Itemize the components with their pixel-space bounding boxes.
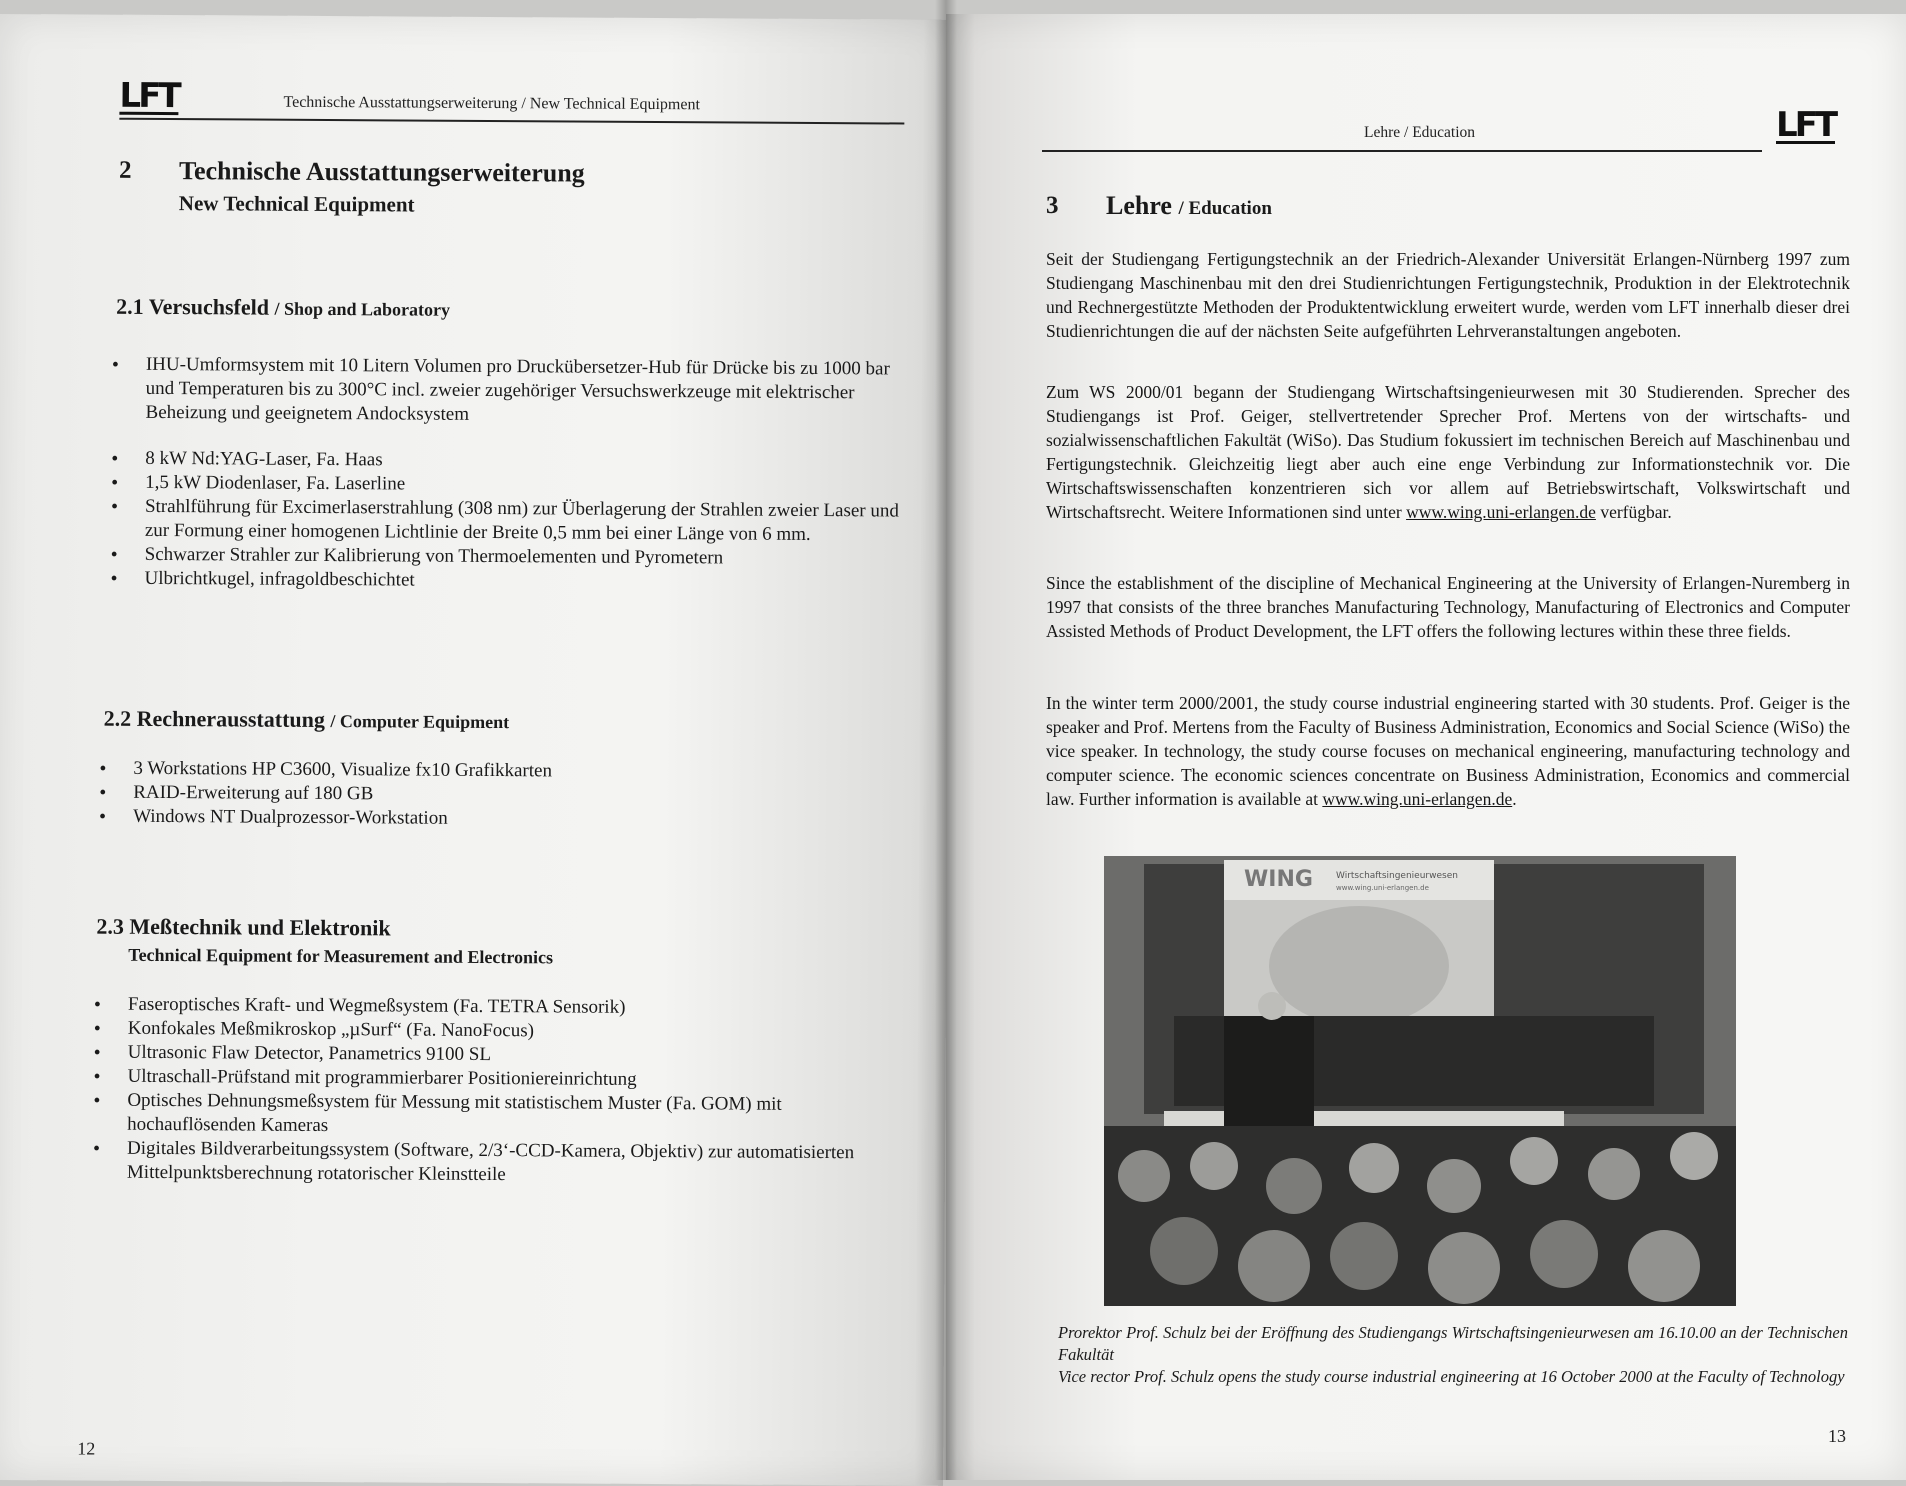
- list-item: • 1,5 kW Diodenlaser, Fa. Laserline: [109, 471, 899, 500]
- caption-en: Vice rector Prof. Schulz opens the study course industrial engineering at 16 October 2000 at the Faculty of Technology: [1058, 1367, 1845, 1386]
- header-rule: [1042, 150, 1762, 152]
- book-gutter: [935, 0, 957, 1480]
- section-title-en: / Education: [1178, 198, 1272, 219]
- section-title: [1106, 190, 1272, 225]
- paragraph-en-1: Since the establishment of the discipline of Mechanical Engineering at the University of Erlangen-Nuremberg in 1997 that consists of the three branches Manufacturing Technology, Manufacturing of Electronics and Computer Assisted Methods of Product Development, the LFT offers the following lectures within these three fields.: [1046, 573, 1850, 641]
- lecture-photo: [1104, 856, 1736, 1306]
- lecture-scene-image: [1104, 856, 1736, 1306]
- section-title: [179, 155, 585, 221]
- section-title-en: New Technical Equipment: [178, 191, 415, 217]
- paragraph-text-end: .: [1512, 789, 1517, 809]
- lft-logo: LFT: [1776, 105, 1836, 145]
- left-page: [0, 14, 952, 1486]
- subsection-title-de: 2.2 Rechnerausstattung: [103, 705, 326, 732]
- section-title-de: Lehre: [1106, 191, 1172, 220]
- screen-url: www.wing.uni-erlangen.de: [1336, 884, 1429, 892]
- list-item: • Windows NT Dualprozessor-Workstation: [97, 805, 887, 834]
- section-number: 3: [1046, 192, 1059, 219]
- subsection-heading: [116, 293, 450, 324]
- list-item: • Konfokales Meßmikroskop „µSurf“ (Fa. NanoFocus): [92, 1017, 882, 1046]
- paragraph-text: In the winter term 2000/2001, the study course industrial engineering started with 30 students. Prof. Geiger is the speaker and Prof. Mertens from the Faculty of Business Administration, Economics and Social Science (WiSo) the vice speaker. In technology, the study course focuses on mechanical engineering, manufacturing technology and computer science. The economic sciences concentrate on Business Administration, Economics and commercial law. Further information is available at: [1046, 693, 1850, 809]
- list-item: • Optisches Dehnungsmeßsystem für Messung mit statistischem Muster (Fa. GOM) mit hochauflösenden Kameras: [91, 1089, 881, 1142]
- subsection-title-en: / Computer Equipment: [330, 711, 510, 733]
- subsection-title-de: 2.3 Meßtechnik und Elektronik: [96, 913, 391, 941]
- equipment-list-lab: [108, 353, 899, 596]
- paragraph-de-1: Seit der Studiengang Fertigungstechnik an der Friedrich-Alexander Universität Erlangen-Nürnberg 1997 zum Studiengang Maschinenbau mit den drei Studienrichtungen Fertigungstechnik, Produktion in der Elektrotechnik und Rechnergestützte Methoden der Produktentwicklung erweitert wurde, werden vom LFT innerhalb dieser drei Studienrichtungen die auf der nächsten Seite aufgeführten Lehrveranstaltungen angeboten.: [1046, 249, 1850, 341]
- list-item: • Ultrasonic Flaw Detector, Panametrics 9100 SL: [92, 1041, 882, 1070]
- subsection-title-de: 2.1 Versuchsfeld: [116, 293, 270, 320]
- paragraph-de-2: [1046, 380, 1850, 524]
- section-title-de: Technische Ausstattungserweiterung: [178, 156, 585, 188]
- equipment-list-measurement: [91, 993, 882, 1190]
- list-item: • 3 Workstations HP C3600, Visualize fx10 Grafikkarten: [97, 757, 887, 786]
- header-rule: [119, 118, 904, 125]
- page-number: 13: [1828, 1426, 1846, 1446]
- subsection-title-en: / Shop and Laboratory: [274, 298, 451, 320]
- wing-link[interactable]: www.wing.uni-erlangen.de: [1322, 789, 1513, 809]
- photo-caption: [1058, 1322, 1848, 1388]
- list-item: • Ultraschall-Prüfstand mit programmierbarer Positioniereinrichtung: [91, 1065, 881, 1094]
- subsection-heading: [104, 705, 510, 736]
- list-item: • IHU-Umformsystem mit 10 Litern Volumen pro Druckübersetzer-Hub für Drücke bis zu 1000 bar und Temperaturen bis zu 300°C incl. zweier zugehöriger Versuchswerkzeuge mit elektrischer Beheizung und geeignetem Andocksystem: [109, 353, 899, 430]
- subsection-heading: [96, 913, 553, 972]
- paragraph-en-2: [1046, 691, 1850, 811]
- paragraph-text: Zum WS 2000/01 begann der Studiengang Wirtschaftsingenieurwesen mit 30 Studierenden. Sprecher des Studiengangs ist Prof. Geiger, stellvertretender Sprecher Prof. Mertens von der wirtschafts- und sozialwissenschaftlichen Fakultät (WiSo). Das Studium fokussiert im technischen Bereich auf Maschinenbau und Fertigungstechnik. Gleichzeitig liegt aber auch eine enge Verbindung zur Informationstechnik vor. Die Wirtschaftswissenschaften konzentrieren sich vor allem auf Betriebswirtschaft, Volkswirtschaft und Wirtschaftsrecht. Weitere Informationen sind unter: [1046, 382, 1850, 522]
- list-item: • Ulbrichtkugel, infragoldbeschichtet: [108, 567, 898, 596]
- list-item: • 8 kW Nd:YAG-Laser, Fa. Haas: [109, 447, 899, 476]
- subsection-title-en: Technical Equipment for Measurement and Electronics: [128, 944, 554, 968]
- right-page: [946, 14, 1906, 1480]
- screen-title: Wirtschaftsingenieurwesen: [1336, 871, 1458, 881]
- list-item: • Schwarzer Strahler zur Kalibrierung von Thermoelementen und Pyrometern: [109, 543, 899, 572]
- list-item: • RAID-Erweiterung auf 180 GB: [97, 781, 887, 810]
- lft-logo: LFT: [119, 75, 179, 117]
- list-item: • Faseroptisches Kraft- und Wegmeßsystem (Fa. TETRA Sensorik): [92, 993, 882, 1022]
- paragraph-text-end: verfügbar.: [1600, 502, 1672, 522]
- list-item: • Strahlführung für Excimerlaserstrahlung (308 nm) zur Überlagerung der Strahlen zweier Laser und zur Formung einer homogenen Lichtlinie der Breite 0,5 mm bei einer Länge von 6 mm.: [109, 495, 899, 548]
- caption-de: Prorektor Prof. Schulz bei der Eröffnung des Studiengangs Wirtschaftsingenieurwesen am 16.10.00 an der Technischen Fakultät: [1058, 1323, 1848, 1364]
- running-head: Technische Ausstattungserweiterung / New Technical Equipment: [283, 93, 700, 114]
- page-number: 12: [77, 1438, 96, 1459]
- section-number: 2: [118, 156, 132, 184]
- equipment-list-computer: [97, 757, 887, 834]
- running-head: Lehre / Education: [1364, 124, 1476, 141]
- screen-logo: WING: [1244, 867, 1313, 892]
- list-item: • Digitales Bildverarbeitungssystem (Software, 2/3‘-CCD-Kamera, Objektiv) zur automatisierten Mittelpunktsberechnung rotatorischer Kleinstteile: [91, 1137, 881, 1190]
- wing-link[interactable]: www.wing.uni-erlangen.de: [1406, 502, 1596, 522]
